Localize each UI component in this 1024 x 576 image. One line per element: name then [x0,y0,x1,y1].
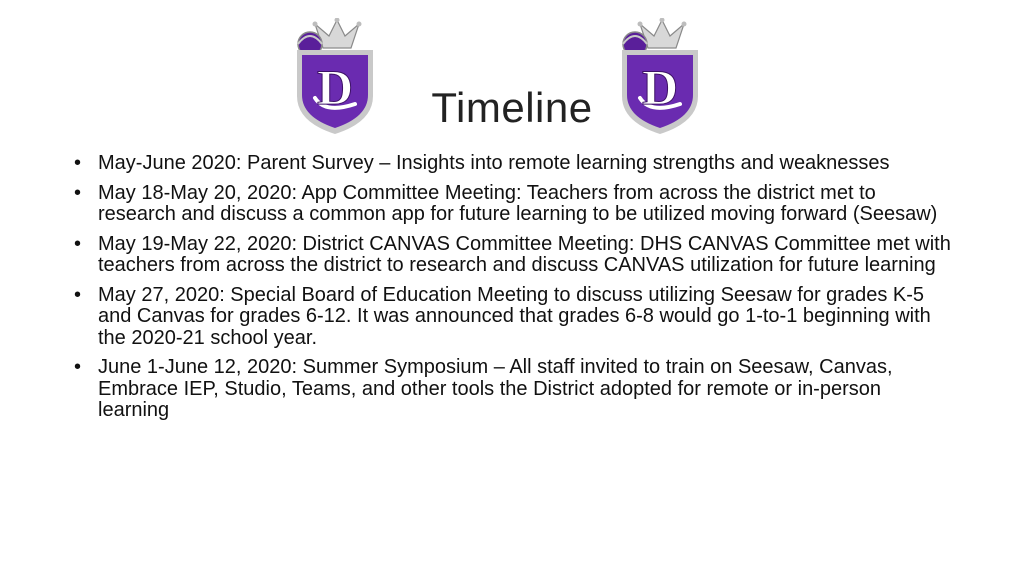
page-title: Timeline [431,84,593,132]
list-item-text: June 1-June 12, 2020: Summer Symposium – All staff invited to train on Seesaw, Canvas, Embrace IEP, Studio, Teams, and other tools the District adopted for remote or in-person learning [98,356,893,421]
svg-text:D: D [641,59,679,115]
svg-text:D: D [316,59,354,115]
bullet-icon: • [74,152,82,174]
list-item-text: May 27, 2020: Special Board of Education Meeting to discuss utilizing Seesaw for grades K-5 and Canvas for grades 6-12. It was announced that grades 6-8 would go 1-to-1 beginning with the 2020-21 school year. [98,283,931,349]
list-item [74,183,954,226]
bullet-icon: • [74,283,82,306]
timeline-list [74,153,954,430]
list-item-text: May 18-May 20, 2020: App Committee Meeting: Teachers from across the district met to research and discuss a common app for future learning to be utilized moving forward (Seesaw) [98,181,938,225]
list-item-text: May 19-May 22, 2020: District CANVAS Committee Meeting: DHS CANVAS Committee met with teachers from across the district to research and discuss CANVAS utilization for future learning [98,232,951,276]
crest-icon [610,18,710,136]
bullet-icon: • [74,356,82,378]
list-item [74,234,954,277]
bullet-icon: • [74,232,82,255]
list-item [74,285,954,350]
list-item [74,153,954,175]
bullet-icon: • [74,181,82,204]
list-item-text: May-June 2020: Parent Survey – Insights into remote learning strengths and weaknesses [98,152,890,174]
list-item [74,357,954,422]
